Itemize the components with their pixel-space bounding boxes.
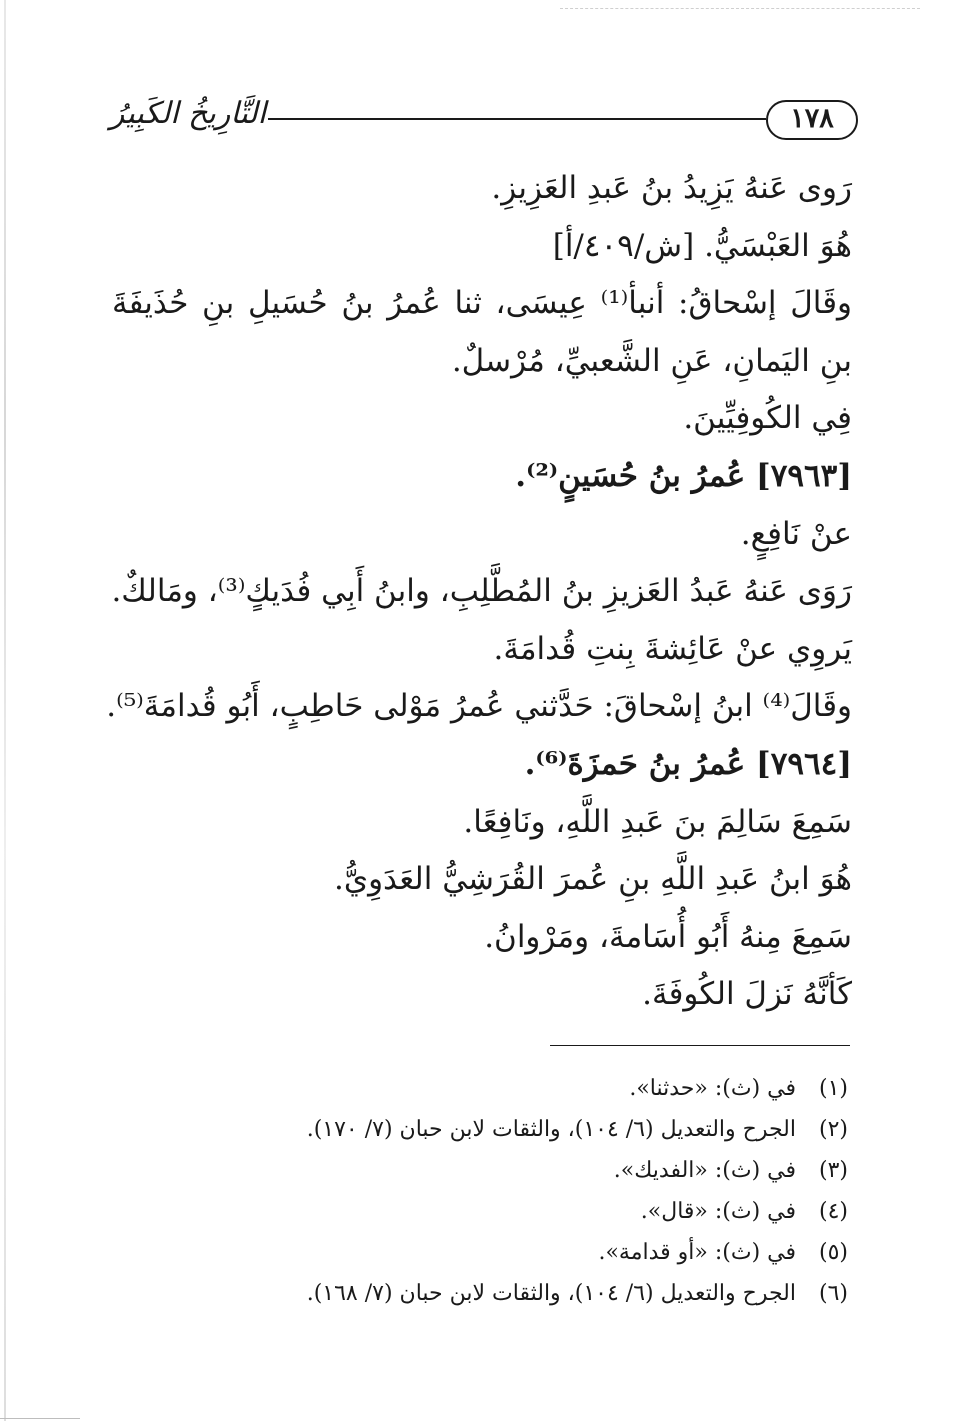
running-header <box>109 96 858 148</box>
text-line: وقَالَ إسْحاقُ: أنبأ⁽¹⁾ عِيسَى، ثنا عُمرُ بنُ حُسَيلِ بنِ حُذَيفَةَ بنِ اليَمانِ، عَنِ الشَّعبيِّ، مُرْسلٌ. <box>112 285 852 379</box>
header-rule <box>268 118 766 120</box>
text-line: سَمِعَ سَالِمَ بنَ عَبدِ اللَّهِ، ونَافِعًا. <box>463 803 852 840</box>
text-line: وقَالَ⁽⁴⁾ ابنُ إسْحاقَ: حَدَّثني عُمرُ مَوْلى حَاطِبٍ، أَبُو قُدامَةَ⁽⁵⁾. <box>106 688 852 725</box>
footnote-separator <box>550 1045 850 1046</box>
footnote-text: في (ث): «الفديك». <box>613 1158 796 1183</box>
entry-heading: [٧٩٦٣] عُمرُ بنُ حُسَينٍ⁽²⁾. <box>515 457 852 494</box>
text-line: عنْ نَافِعٍ. <box>740 515 852 552</box>
footnote-number: (١) <box>818 1076 848 1101</box>
footnote-text: الجرح والتعديل (٦/ ١٠٤)، والثقات لابن حبان (٧/ ١٧٠). <box>306 1117 796 1142</box>
text-line: سَمِعَ مِنهُ أَبُو أُسَامةَ، ومَرْوانُ. <box>484 918 852 955</box>
footnote-number: (٣) <box>818 1158 848 1183</box>
footnote <box>288 1273 848 1314</box>
footnote-number: (٦) <box>818 1281 848 1306</box>
footnote-text: في (ث): «حدثنا». <box>629 1076 796 1101</box>
text-line: فِي الكُوفِيِّينَ. <box>683 400 852 437</box>
footnote <box>288 1191 848 1232</box>
text-line: رَوَى عَنهُ عَبدُ العَزيزِ بنُ المُطَّلِبِ، وابنُ أَبِي فُدَيكٍ⁽³⁾، ومَالكٌ. <box>111 573 852 610</box>
book-title: التَّارِيخُ الكَبِيرُ <box>109 96 266 131</box>
page-number: ١٧٨ <box>766 100 858 140</box>
main-text <box>106 160 852 1024</box>
footnote <box>288 1068 848 1109</box>
text-line: هُوَ ابنُ عَبدِ اللَّهِ بنِ عُمرَ القُرَشِيُّ العَدَوِيُّ. <box>333 861 852 898</box>
scan-edge-bottom <box>0 1418 80 1419</box>
footnote-text: في (ث): «أو قدامة». <box>598 1240 796 1265</box>
scan-edge-top <box>560 8 920 10</box>
footnote-number: (٢) <box>818 1117 848 1142</box>
entry-heading: [٧٩٦٤] عُمرُ بنُ حَمزَةَ⁽⁶⁾. <box>524 745 852 782</box>
footnote-text: في (ث): «قال». <box>640 1199 796 1224</box>
footnote-number: (٤) <box>818 1199 848 1224</box>
footnote <box>288 1109 848 1150</box>
scan-edge-left <box>4 0 6 1421</box>
footnote-text: الجرح والتعديل (٦/ ١٠٤)، والثقات لابن حبان (٧/ ١٦٨). <box>306 1281 796 1306</box>
text-line: رَوى عَنهُ يَزِيدُ بنُ عَبدِ العَزِيزِ. <box>491 170 852 206</box>
text-line: يَروِي عنْ عَائِشةَ بِنتِ قُدامَةَ. <box>493 630 852 667</box>
text-line: كَأنَّهُ نَزلَ الكُوفَةَ. <box>642 976 852 1013</box>
footnote <box>288 1150 848 1191</box>
footnotes <box>288 1068 848 1314</box>
text-line: هُوَ العَبْسَيُّ. [ش/٤٠٩/أ] <box>552 227 852 264</box>
footnote <box>288 1232 848 1273</box>
footnote-number: (٥) <box>818 1240 848 1265</box>
